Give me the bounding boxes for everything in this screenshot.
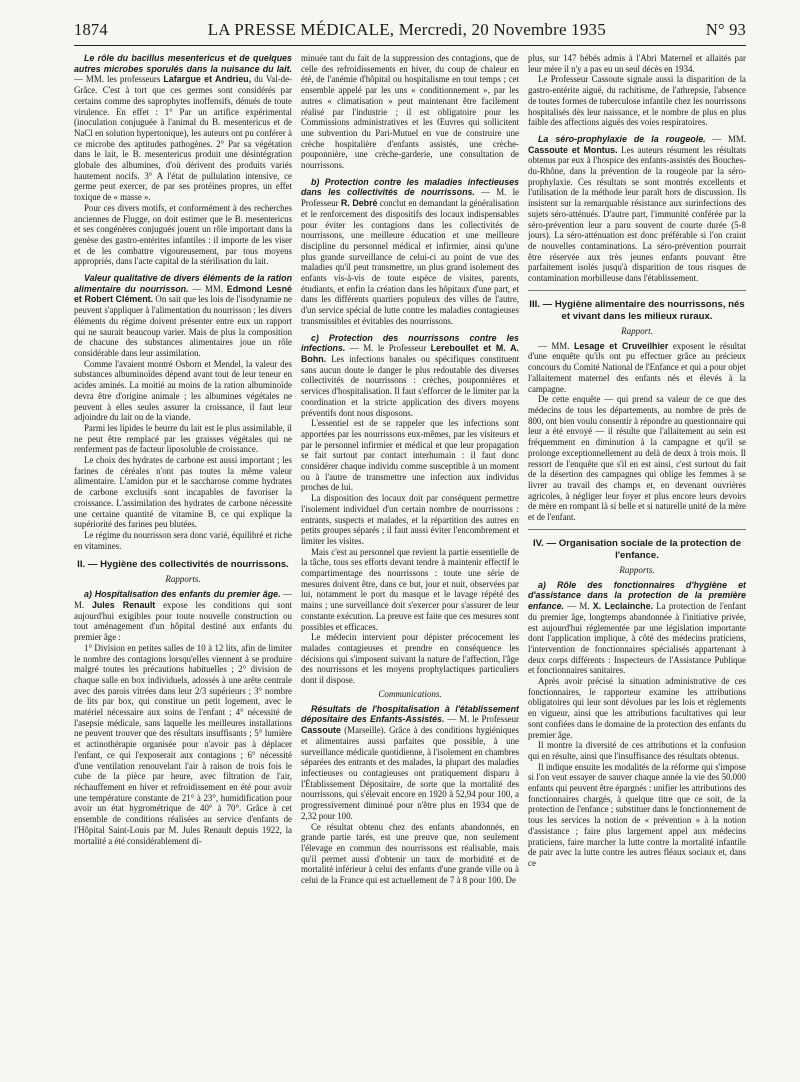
paragraph: L'essentiel est de se rappeler que les infections sont apportées par les nourrissons eux-mêmes, par les visiteurs et par le personnel infirmier et médical et que leur propagation se fait surtout par contact interhumain : il faut donc considérer chaque individu comme susceptible à un moment ou à l'autre de transmettre une infection aux individus proches de lui. bbox=[301, 418, 519, 493]
paragraph: Il montre la diversité de ces attributions et la confusion qui en résulte, ainsi que l'insuffisance des résultats obtenus. bbox=[528, 740, 746, 761]
column-1 bbox=[74, 53, 292, 1076]
section-subtitle: Rapports. bbox=[619, 564, 655, 575]
column-3 bbox=[528, 53, 746, 1076]
journal-title: LA PRESSE MÉDICALE, Mercredi, 20 Novembre 1935 bbox=[207, 20, 606, 39]
divider bbox=[528, 529, 746, 530]
article-bacillus: Le rôle du bacillus mesentericus et de quelques autres microbes sporulés dans la nuisance du lait. — MM. les professeurs Lafargue et Andrieu, du Val-de-Grâce. C'est à tort que ces germes sont considérés par certains comme des saprophytes inoffensifs, dénués de toute virulence. En effet : 1° Par un artifice expérimental (inoculation conjuguée à l'animal du B. mesentericus et de NaCl en solution hypertonique), les auteurs ont pu conférer à ce microbe des aptitudes pathogènes. 2° Par sa végétation dans le lait, le B. mesentericus produit une désintégration globale des albumines, d'où dérivent des produits variés hautement nocifs. 3° A l'état de pullulation intensive, ce germe peut exercer, de par ses protéines propres, un effet toxique de « masse ». bbox=[74, 53, 292, 203]
paragraph: Ce résultat obtenu chez des enfants abandonnés, en grande partie tarés, est une preuve que, non seulement l'élevage en commun des nourrissons est réalisable, mais qu'il permet aussi d'obtenir un taux de morbidité et de mortalité inférieur à celui des enfants d'une grande ville ou à celui de la France qui est actuellement de 7 à 8 pour 100. De bbox=[301, 821, 519, 886]
paragraph: Le Professeur Cassoute signale aussi la disparition de la gastro-entérite aiguë, du rachitisme, de l'athrepsie, l'absence de toutes formes de tuberculose infantile chez les nourrissons hospitalisés dès leur naissance, et le nombre de plus en plus faible des affections aiguës des voies respiratoires. bbox=[528, 74, 746, 128]
paragraph: La disposition des locaux doit par conséquent permettre l'isolement individuel d'un certain nombre de nourrissons : entrants, suspects et malades, et la répartition des autres en petits groupes séparés ; il faut aussi éviter l'encombrement et limiter les visites. bbox=[301, 493, 519, 546]
section-subtitle: Rapports. bbox=[165, 574, 201, 585]
paragraph: 1° Division en petites salles de 10 à 12 lits, afin de limiter le nombre des contagions lorsqu'elles viennent à se produire malgré toutes les précautions habituelles ; 2° division de chaque salle en box individuels, adossés à une arête centrale avec des parois vitrées dans leur 2/3 supérieurs ; 3° nombre de lits par box, qui constitue un petit logement, avec le matériel nécessaire aux soins de l'enfant ; 4° nécessité de l'asepsie médicale, sans laquelle les meilleures installations ne peuvent trouver que des résultats insuffisants ; 5° lumière et actinothérapie organisée pour n'avoir pas à déplacer l'enfant, ce qui l'exposerait aux contagions ; 6° nécessité d'une ventilation renouvelant l'air à raison de trois fois le cube de la pièce par heure, avec filtration de l'air, réchauffement en hiver et refroidissement en été pour avoir une température constante de 21° à 23°, humidification pour avoir un état hygrométrique de 40° à 70°. Grâce à cet ensemble de conditions réalisées au service d'enfants de l'Hôpital Saint-Louis par M. Jules Renault depuis 1922, la mortalité a été considérablement di- bbox=[74, 642, 292, 846]
paragraph: minuée tant du fait de la suppression des contagions, que de celle des refroidissements en hiver, du coup de chaleur en été, de l'anémie d'hôpital ou hospitalisme en tout temps ; cet ensemble appelé par les uns « conditionnement », par les autres « climatisation » peut maintenant être facilement réalisé par l'industrie ; il est obligatoire pour les Commissions administratives et les Œuvres qui sollicitent une subvention du Pari-Mutuel en vue de construire une crèche hospitalière d'enfants assistés, une crèche-pouponnière, une crèche-garderie, une consultation de nourrissons. bbox=[301, 53, 519, 171]
article-ration: Valeur qualitative de divers éléments de la ration alimentaire du nourrisson. — MM. Edmond Lesné et Robert Clément. On sait que les lois de l'isodynamie ne peuvent s'appliquer à l'alimentation du nourrisson ; les divers éléments du régime doivent présenter entre eux un rapport qui ne saurait beaucoup varier. Mais de plus la composition de chacune des substances alimentaires joue un rôle considérable dans leur assimilation. bbox=[74, 273, 292, 358]
paragraph: plus, sur 147 bébés admis à l'Abri Maternel et allaités par leur mère il n'y a pas eu un seul décès en 1934. bbox=[528, 53, 746, 74]
column-2 bbox=[301, 53, 519, 1076]
article-allaitement: — MM. Lesage et Cruveilhier exposent le résultat d'une enquête qu'ils ont pu effectuer grâce au précieux concours du Comité National de l'Enfance et qui a pour objet l'allaitement maternel des enfants nés et élevés à la campagne. bbox=[528, 340, 746, 394]
section-title: III. — Hygiène alimentaire des nourrissons, nés et vivant dans les milieux ruraux. bbox=[529, 298, 745, 322]
paragraph: Le choix des hydrates de carbone est aussi important ; les farines de céréales n'ont pas toutes la même valeur alimentaire. L'amidon pur et le saccharose comme hydrates de carbone exclusifs sont incapables de favoriser la croissance. L'assimilation des hydrates de carbone nécessite une certaine quantité de vitamine B, ce qui explique la supériorité des farines peu blutées. bbox=[74, 455, 292, 530]
paragraph: Mais c'est au personnel que revient la partie essentielle de la tâche, tous ses efforts devant tendre à maintenir effectif le compartimentage des nourrissons : toute une série de mesures doivent être, dans ce but, jour et nuit, observées par lui, notamment le port du masque et le lavage répété des mains ; une surveillance doit s'exercer pour s'assurer de leur constante exécution. La preuve est faite que ces mesures sont possibles et efficaces. bbox=[301, 546, 519, 632]
paragraph: Le médecin intervient pour dépister précocement les malades contagieuses et prendre en conséquence les décisions qui s'imposent suivant la nature de l'affection, l'âge des nourrissons et les moyens prophylactiques particuliers dont il dispose. bbox=[301, 632, 519, 686]
divider bbox=[528, 290, 746, 291]
section-title: II. — Hygiène des collectivités de nourrissons. bbox=[77, 559, 289, 571]
section-subtitle: Rapport. bbox=[621, 325, 653, 336]
article-resultats: Résultats de l'hospitalisation à l'établissement dépositaire des Enfants-Assistés. — M. le Professeur Cassoute (Marseille). Grâce à des conditions hygiéniques et alimentaires aussi parfaites que possible, à une surveillance médicale quotidienne, à l'isolement en chambres séparées des entrants et des malades, la plupart des maladies infectieuses ou contagieuses ont pratiquement disparu à l'Établissement Dépositaire, de sorte que la mortalité des nourrissons, qui s'élevait encore en 1920 à 52,94 pour 100, a progressivement diminué pour n'être plus en 1934 que de 2,32 pour 100. bbox=[301, 703, 519, 821]
paragraph: Parmi les lipides le beurre du lait est le plus assimilable, il ne peut être remplacé par les graisses végétales qui ne renferment pas de facteur liposoluble de croissance. bbox=[74, 422, 292, 455]
article-rougeole: La séro-prophylaxie de la rougeole. — MM. Cassoute et Montus. Les auteurs résument les résultats obtenus par eux à l'hospice des enfants-assistés des Bouches-du-Rhône, dans la prévention de la rougeole par la séro-prophylaxie. Ces résultats se sont montrés excellents et l'utilisation de la méthode leur paraît hors de discussion. Ils insistent sur la remarquable résistance aux surinfections des sujets séro-atténués. D'autre part, l'immunité conférée par la séro-prévention leur a paru souvent de courte durée (5-8 jours). La séro-atténuation est donc préférable si l'on craint de nouvelles contaminations. La séro-prévention pourrait être réservée aux très jeunes enfants pouvant être parfaitement isolés jusqu'à disparition de tous risques de contamination morbilleuse dans l'établissement. bbox=[528, 133, 746, 284]
paragraph: Le régime du nourrisson sera donc varié, équilibré et riche en vitamines. bbox=[74, 529, 292, 551]
communications-heading: Communications. bbox=[378, 688, 442, 699]
article-protection-maladies: b) Protection contre les maladies infectieuses dans les collectivités de nourrissons. — M. le Professeur R. Debré conclut en demandant la généralisation et le renforcement des dispositifs des locaux indispensables pour éviter les contagions dans les collectivités de nourrissons, une meilleure éducation et une meilleure discipline du personnel médical et infirmier, ainsi qu'une plus grande surveillance de celui-ci au point de vue des maladies qu'il peut transmettre, un plus grand isolement des enfants vis-à-vis de toute espèce de visites, parents, étudiants, et enfin la création dans les hôpitaux d'une part, et dans les différents quartiers populeux des villes de l'autre, d'un service spécial de lutte contre les maladies contagieuses transmissibles et évitables des nourrissons. bbox=[301, 176, 519, 326]
article-hospitalisation: a) Hospitalisation des enfants du premier âge. — M. Jules Renault expose les conditions qui sont aujourd'hui exigibles pour toute nouvelle construction ou tout aménagement d'un hôpital destiné aux enfants du premier âge : bbox=[74, 589, 292, 643]
paragraph: Comme l'avaient montré Osborn et Mendel, la valeur des substances albuminoïdes dépend avant tout de leur teneur en acides aminés. La moitié au moins de la ration albuminoïde devra être d'origine animale ; les albumines végétales ne peuvent à elles seules assurer la croissance, il faut leur adjoindre du lait ou de la viande. bbox=[74, 358, 292, 423]
paragraph: Il indique ensuite les modalités de la réforme qui s'impose si l'on veut essayer de sauver chaque année la vie des 50.000 enfants qui peuvent être épargnés : unifier les attributions des fonctionnaires chargés, à quelque titre que ce soit, de la protection de l'enfance ; substituer dans le fonctionnement de tous les services la notion de « prévention » à la notion d'assistance ; faire plus largement appel aux médecins praticiens, faire marcher la lutte contre la mortalité infantile de pair avec la lutte contre les autres fléaux sociaux et, dans ce bbox=[528, 761, 746, 868]
header-rule bbox=[74, 45, 746, 46]
paragraph: De cette enquête — qui prend sa valeur de ce que des médecins de tous les départements, au nombre de près de 800, ont bien voulu consentir à répondre au questionnaire qui leur a été envoyé — il résulte que l'allaitement au sein est fréquemment en diminution à la campagne et qu'il se prolonge exceptionnellement au delà de deux à trois mois. Il ressort de l'enquête que s'il en est ainsi, c'est surtout du fait de la désertion des campagnes qui oblige les femmes à se livrer au travail des champs et, en devenant ouvrières agricoles, à négliger leur foyer et plus encore leurs devoirs de mère en rompant là si belle et si naturelle unité de la mère et de l'enfant. bbox=[528, 394, 746, 523]
section-title: IV. — Organisation sociale de la protection de l'enfance. bbox=[532, 537, 742, 561]
article-columns bbox=[74, 53, 746, 1076]
article-fonctionnaires: a) Rôle des fonctionnaires d'hygiène et d'assistance dans la protection de la première enfance. — M. X. Leclainche. La protection de l'enfant du premier âge, longtemps abandonnée à l'initiative privée, est aujourd'hui réglementée par une législation importante dont l'application implique, à côté des médecins praticiens, l'intervention de fonctionnaires spécialisés appartenant à deux corps différents : Inspecteurs de l'Assistance Publique et fonctionnaires sanitaires. bbox=[528, 579, 746, 676]
issue-number: N° 93 bbox=[705, 20, 746, 39]
article-protection-infections: c) Protection des nourrissons contre les infections. — M. le Professeur Lereboullet et M. A. Bohn. Les infections banales ou spécifiques constituent sans aucun doute le danger le plus redoutable des diverses collectivités de nourrissons : crèches, pouponnières et services d'hospitalisation. Il faut s'efforcer de le limiter par la coordination et la stricte application des divers moyens préventifs dont nous disposons. bbox=[301, 332, 519, 418]
masthead bbox=[74, 20, 746, 42]
page-number-left: 1874 bbox=[74, 20, 108, 39]
paragraph: Après avoir précisé la situation administrative de ces fonctionnaires, le rapporteur examine les attributions obligatoires qui leur sont dévolues par les lois et règlements en vigueur, ainsi que les attributions facultatives qui leur sont confiées dans le domaine de la protection des enfants du premier âge. bbox=[528, 676, 746, 740]
paragraph: Pour ces divers motifs, et conformément à des recherches anciennes de Flugge, on doit estimer que le B. mesentericus et ses congénères conjugués jouent un rôle important dans la genèse des gastro-entérites infantiles : il importe de les viser et de les combattre vigoureusement, par tous moyens appropriés, dans l'acte capital de la stérilisation du lait. bbox=[74, 202, 292, 267]
